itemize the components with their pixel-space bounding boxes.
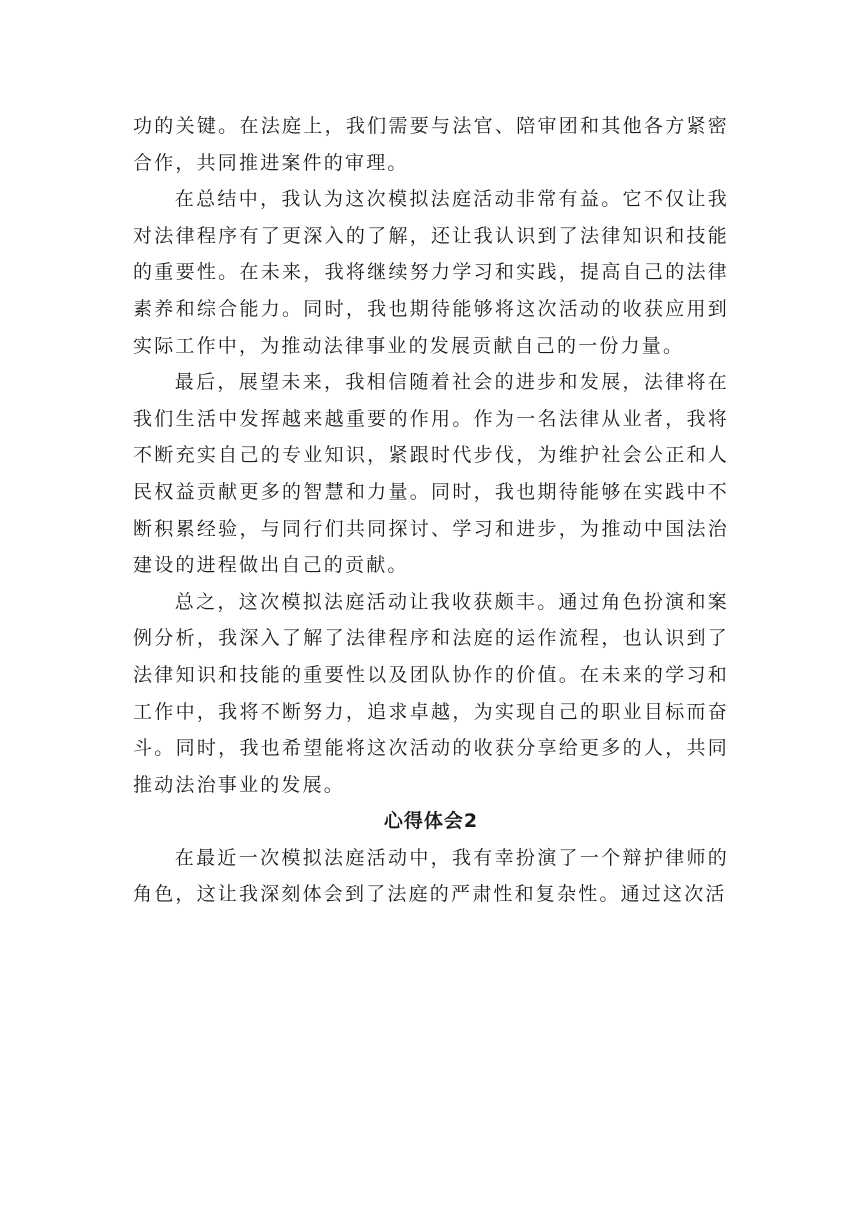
document-body bbox=[133, 108, 729, 913]
paragraph-section2-intro: 在最近一次模拟法庭活动中，我有幸扮演了一个辩护律师的角色，这让我深刻体会到了法庭的严肃性和复杂性。通过这次活 bbox=[133, 846, 729, 906]
paragraph-continuation: 功的关键。在法庭上，我们需要与法官、陪审团和其他各方紧密合作，共同推进案件的审理。 bbox=[133, 115, 729, 174]
paragraph-outlook: 最后，展望未来，我相信随着社会的进步和发展，法律将在我们生活中发挥越来越重要的作用。作为一名法律从业者，我将不断充实自己的专业知识，紧跟时代步伐，为维护社会公正和人民权益贡献更多的智慧和力量。同时，我也期待能够在实践中不断积累经验，与同行们共同探讨、学习和进步，为推动中国法治建设的进程做出自己的贡献。 bbox=[133, 371, 729, 577]
paragraph-summary: 在总结中，我认为这次模拟法庭活动非常有益。它不仅让我对法律程序有了更深入的了解，还让我认识到了法律知识和技能的重要性。在未来，我将继续努力学习和实践，提高自己的法律素养和综合能力。同时，我也期待能够将这次活动的收获应用到实际工作中，为推动法律事业的发展贡献自己的一份力量。 bbox=[133, 188, 729, 357]
section-heading: 心得体会2 bbox=[383, 810, 479, 833]
paragraph-conclusion: 总之，这次模拟法庭活动让我收获颇丰。通过角色扮演和案例分析，我深入了解了法律程序和法庭的运作流程，也认识到了法律知识和技能的重要性以及团队协作的价值。在未来的学习和工作中，我将不断努力，追求卓越，为实现自己的职业目标而奋斗。同时，我也希望能将这次活动的收获分享给更多的人，共同推动法治事业的发展。 bbox=[133, 590, 729, 796]
